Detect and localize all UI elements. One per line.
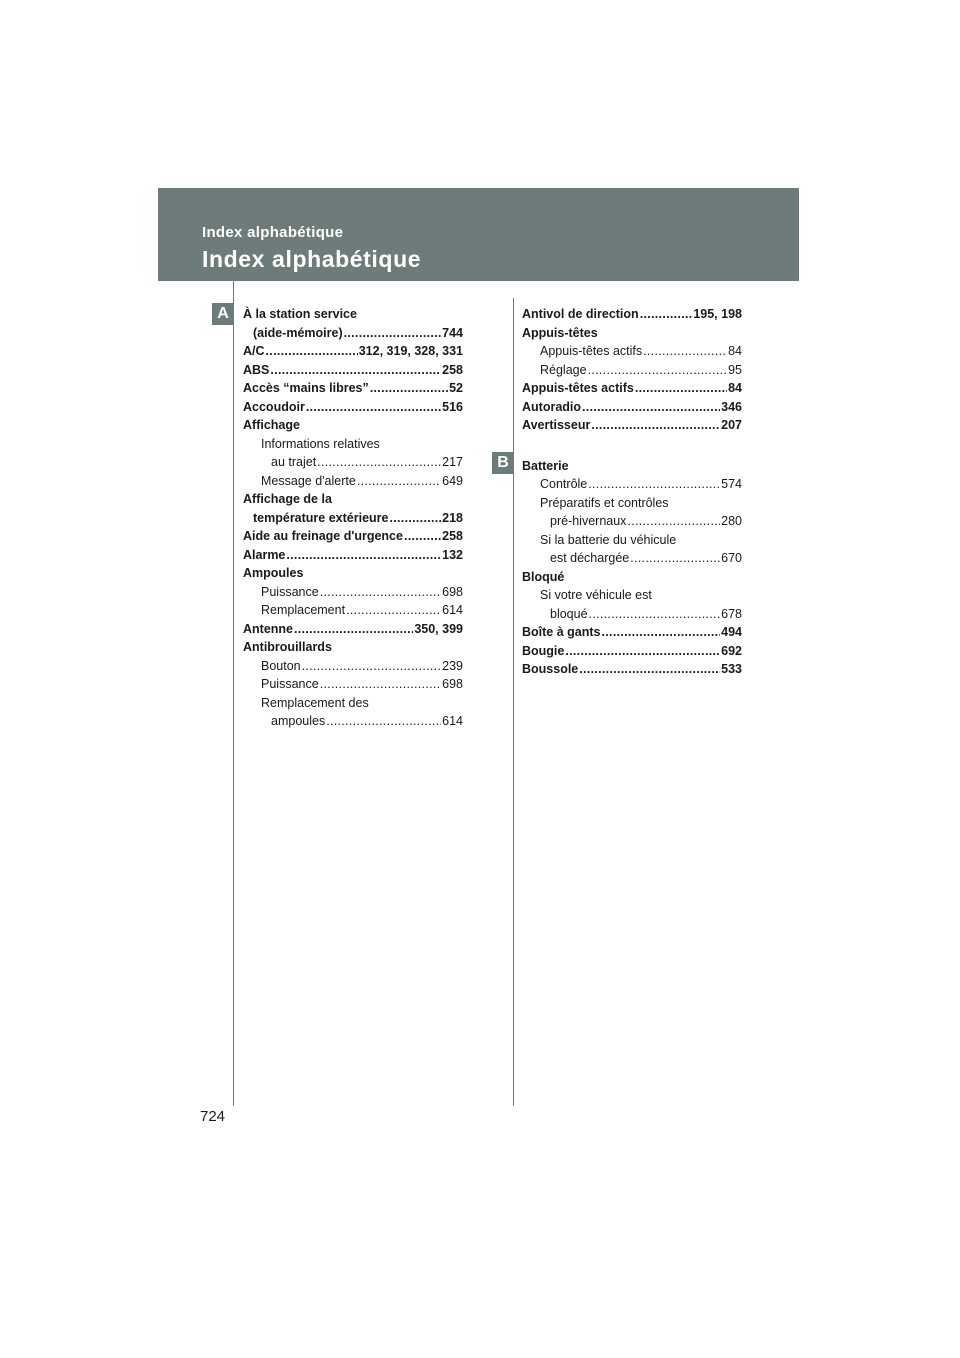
entry-term: Réglage (540, 362, 587, 377)
index-entry (522, 512, 742, 531)
entry-term: Si la batterie du véhicule (540, 532, 677, 547)
entry-term: Affichage (243, 418, 300, 432)
index-entry (522, 475, 742, 494)
entry-page: 84 (728, 344, 742, 358)
entry-term: Bougie (522, 643, 565, 658)
index-entry (243, 490, 463, 509)
leader-dots (389, 509, 441, 528)
leader-dots (306, 398, 441, 417)
entry-term: Appuis-têtes (522, 325, 598, 340)
entry-term: Ampoules (243, 566, 304, 580)
entry-term: Puissance (261, 677, 319, 691)
index-entry (522, 660, 742, 679)
entry-term: Accoudoir (243, 399, 305, 414)
entry-page: 744 (442, 325, 463, 340)
entry-term: Alarme (243, 547, 286, 562)
header-subtitle: Index alphabétique (202, 224, 344, 241)
entry-term: Contrôle (540, 477, 588, 491)
leader-dots (344, 324, 442, 343)
index-entry (522, 379, 742, 398)
index-entry (243, 379, 463, 398)
index-entry (243, 361, 463, 380)
entry-term: Accès “mains libres” (243, 381, 369, 395)
index-entry (522, 416, 742, 435)
entry-term: Batterie (522, 458, 569, 473)
index-entry (243, 620, 463, 639)
entry-term: Boussole (522, 662, 579, 676)
entry-page: 312, 319, 328, 331 (358, 344, 463, 358)
entry-page: 614 (442, 714, 463, 728)
index-entry (522, 623, 742, 642)
index-entry (243, 638, 463, 657)
leader-dots (357, 472, 441, 491)
entry-term: au trajet (271, 455, 317, 469)
index-column-left (243, 305, 463, 731)
entry-page: 574 (721, 477, 742, 491)
entry-page: 649 (442, 473, 463, 488)
index-entry (243, 472, 463, 491)
entry-term: ampoules (271, 714, 326, 728)
entry-term: Boîte à gants (522, 625, 601, 639)
column-rule-left (233, 281, 234, 1106)
entry-page: 84 (728, 381, 742, 395)
entry-page: 258 (442, 529, 463, 543)
entry-term: température extérieure (253, 510, 389, 525)
entry-term: Remplacement (261, 603, 346, 617)
entry-page: 280 (721, 514, 742, 528)
index-entry (243, 601, 463, 620)
index-entry (522, 361, 742, 380)
entry-page: 670 (721, 551, 742, 565)
entry-page: 239 (442, 658, 463, 673)
leader-dots (565, 642, 720, 661)
entry-page: 350, 399 (414, 621, 463, 636)
section-tab-b: B (492, 452, 514, 474)
entry-term: Autoradio (522, 399, 582, 414)
index-entry (243, 527, 463, 546)
leader-dots (640, 305, 693, 324)
entry-page: 195, 198 (693, 307, 742, 321)
entry-page: 516 (442, 399, 463, 414)
index-entry (243, 509, 463, 528)
entry-term: Appuis-têtes actifs (522, 381, 634, 395)
leader-dots (588, 361, 728, 380)
leader-dots (326, 712, 441, 731)
entry-term: A/C (243, 344, 265, 358)
index-entry (522, 549, 742, 568)
entry-term: est déchargée (550, 551, 630, 565)
leader-dots (643, 342, 727, 361)
entry-page: 614 (442, 603, 463, 617)
leader-dots (317, 453, 441, 472)
index-entry (522, 305, 742, 324)
column-rule-middle (513, 298, 514, 1106)
leader-dots (589, 605, 721, 624)
entry-term: Antenne (243, 621, 293, 636)
entry-term: ABS (243, 362, 270, 377)
index-entry (522, 642, 742, 661)
entry-term: Remplacement des (261, 695, 369, 710)
leader-dots (602, 623, 721, 642)
leader-dots (635, 379, 727, 398)
entry-page: 218 (442, 510, 463, 525)
index-entry (243, 398, 463, 417)
leader-dots (270, 361, 441, 380)
index-entry (243, 657, 463, 676)
entry-term: bloqué (550, 606, 588, 621)
leader-dots (627, 512, 720, 531)
leader-dots (588, 475, 720, 494)
page-header (158, 188, 799, 281)
index-entry (522, 324, 742, 343)
page-title: Index alphabétique (202, 246, 422, 272)
index-entry (522, 531, 742, 550)
entry-page: 217 (442, 455, 463, 469)
entry-term: (aide-mémoire) (253, 325, 343, 340)
leader-dots (582, 398, 720, 417)
section-tab-a: A (212, 303, 234, 325)
entry-term: À la station service (243, 307, 357, 321)
index-entry (243, 305, 463, 324)
index-entry (522, 342, 742, 361)
entry-page: 494 (721, 625, 742, 639)
leader-dots (630, 549, 720, 568)
entry-page: 95 (728, 362, 742, 377)
leader-dots (302, 657, 442, 676)
entry-term: Puissance (261, 584, 319, 599)
index-entry (243, 342, 463, 361)
entry-term: Message d'alerte (261, 473, 356, 488)
entry-page: 346 (721, 399, 742, 414)
entry-page: 52 (449, 381, 463, 395)
entry-page: 698 (442, 677, 463, 691)
entry-page: 533 (721, 662, 742, 676)
index-entry (243, 564, 463, 583)
index-entry (522, 457, 742, 476)
entry-term: Aide au freinage d'urgence (243, 529, 403, 543)
entry-page: 132 (442, 547, 463, 562)
entry-term: Appuis-têtes actifs (540, 344, 643, 358)
index-entry (243, 712, 463, 731)
leader-dots (579, 660, 720, 679)
entry-page: 698 (442, 584, 463, 599)
leader-dots (591, 416, 720, 435)
index-entry (243, 583, 463, 602)
entry-term: Antibrouillards (243, 640, 332, 654)
entry-term: Bouton (261, 658, 301, 673)
entry-term: Informations relatives (261, 436, 380, 451)
entry-page: 258 (442, 362, 463, 377)
index-entry (243, 324, 463, 343)
index-entry (243, 675, 463, 694)
entry-term: pré-hivernaux (550, 514, 627, 528)
leader-dots (320, 583, 441, 602)
index-entry (243, 435, 463, 454)
index-entry (243, 453, 463, 472)
leader-dots (346, 601, 441, 620)
leader-dots (294, 620, 413, 639)
index-entry (243, 546, 463, 565)
index-entry (522, 568, 742, 587)
entry-page: 207 (721, 418, 742, 432)
leader-dots (370, 379, 448, 398)
index-entry (243, 416, 463, 435)
entry-page: 678 (721, 606, 742, 621)
entry-term: Si votre véhicule est (540, 588, 652, 602)
index-entry (522, 494, 742, 513)
index-entry (243, 694, 463, 713)
leader-dots (404, 527, 441, 546)
entry-term: Bloqué (522, 569, 565, 584)
leader-dots (266, 342, 358, 361)
entry-term: Avertisseur (522, 418, 591, 432)
index-column-right (522, 305, 742, 679)
index-entry (522, 605, 742, 624)
index-entry (522, 398, 742, 417)
entry-term: Antivol de direction (522, 307, 639, 321)
entry-term: Préparatifs et contrôles (540, 495, 669, 510)
page-number: 724 (200, 1108, 226, 1125)
entry-term: Affichage de la (243, 492, 332, 506)
section-gap (522, 435, 742, 457)
index-entry (522, 586, 742, 605)
entry-page: 692 (721, 643, 742, 658)
leader-dots (286, 546, 441, 565)
leader-dots (320, 675, 441, 694)
